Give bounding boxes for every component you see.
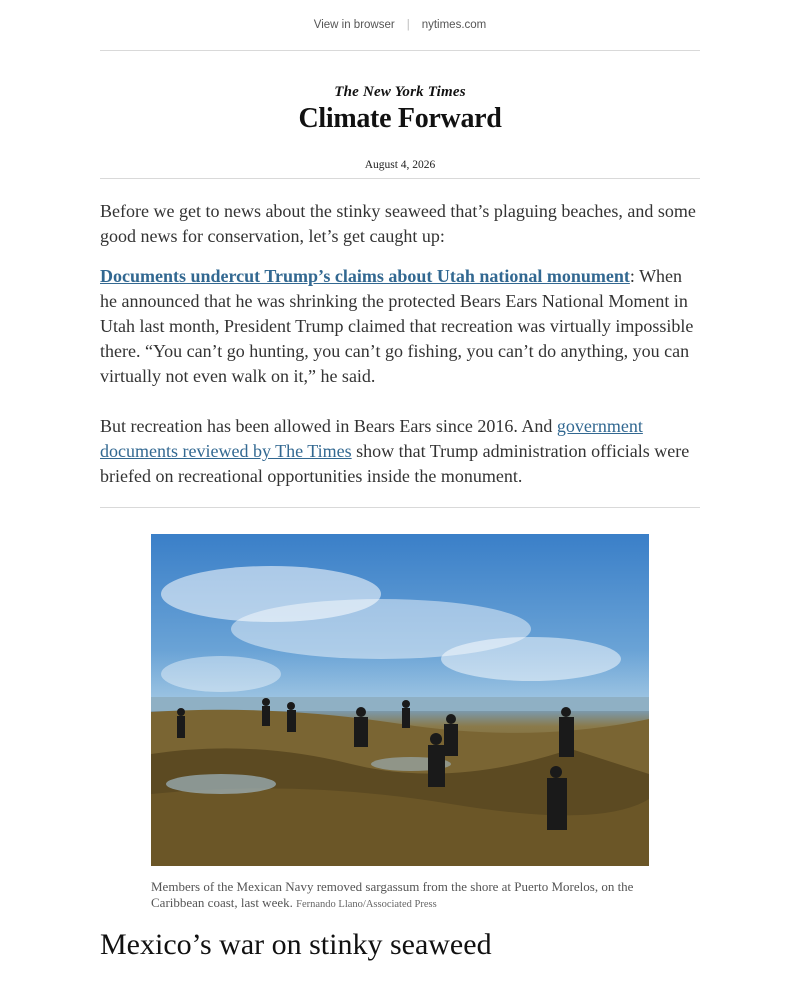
story-text: show that Trump administration officials were briefed on recreational opportunities inside the monument. bbox=[100, 441, 690, 486]
photo-caption bbox=[151, 879, 649, 913]
section-headline: Mexico’s war on stinky seaweed bbox=[100, 928, 492, 961]
divider bbox=[100, 507, 700, 508]
story-paragraph bbox=[100, 414, 700, 489]
caption-text: Members of the Mexican Navy removed sargassum from the shore at Puerto Morelos, on the Caribbean coast, last week. bbox=[151, 879, 634, 910]
nyt-logo[interactable]: The New York Times bbox=[334, 84, 466, 100]
nytimes-link[interactable]: nytimes.com bbox=[421, 19, 487, 31]
story-paragraph bbox=[100, 264, 700, 389]
sargassum-photo[interactable] bbox=[151, 534, 649, 866]
newsletter-title[interactable]: Climate Forward bbox=[298, 103, 502, 134]
issue-date: August 4, 2026 bbox=[364, 159, 436, 171]
newsletter-body bbox=[100, 179, 700, 489]
story-text: But recreation has been allowed in Bears Ears since 2016. And bbox=[100, 416, 557, 436]
top-bar bbox=[0, 0, 800, 50]
separator: | bbox=[406, 19, 410, 31]
government-documents-link[interactable]: government documents reviewed by The Times bbox=[100, 416, 643, 461]
figure bbox=[151, 534, 649, 913]
photo-credit: Fernando Llano/Associated Press bbox=[296, 899, 437, 910]
masthead bbox=[0, 51, 800, 178]
utah-monument-link[interactable]: Documents undercut Trump’s claims about Utah national monument bbox=[100, 266, 630, 286]
view-in-browser-link[interactable]: View in browser bbox=[313, 19, 395, 31]
photo-illustration bbox=[151, 534, 649, 866]
intro-paragraph: Before we get to news about the stinky seaweed that’s plaguing beaches, and some good news for conservation, let’s get caught up: bbox=[100, 201, 696, 246]
story-body: : When he announced that he was shrinking the protected Bears Ears National Moment in Utah last month, President Trump claimed that recreation was virtually impossible there. “You can’t go hunting, you can’t go fishing, you can’t do anything, you can virtually not even walk on it,” he said. bbox=[100, 266, 694, 386]
